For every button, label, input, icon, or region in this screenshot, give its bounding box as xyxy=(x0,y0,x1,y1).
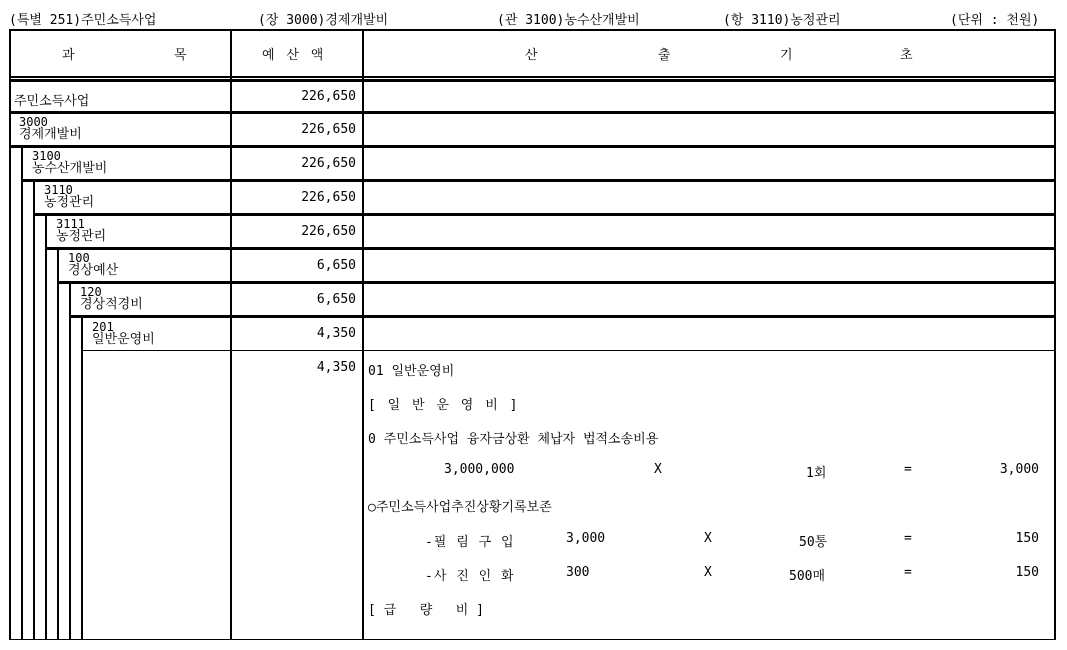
col-basis-char4: 초 xyxy=(900,48,913,63)
col-basis-char2: 출 xyxy=(658,48,671,63)
row-1-amount: 226,650 xyxy=(301,122,356,137)
row-5-name: 경상예산 xyxy=(68,263,119,278)
detail-amount: 4,350 xyxy=(316,360,356,375)
row-2-amount: 226,650 xyxy=(301,156,356,171)
detail-category-1: [ 일 반 운 영 비 ] xyxy=(368,398,520,413)
col-basis-char1: 산 xyxy=(525,48,538,63)
header-gwan: (관 3100)농수산개발비 xyxy=(497,13,640,28)
header-hang: (항 3110)농정관리 xyxy=(723,13,841,28)
sub2-price: 300 xyxy=(566,565,590,580)
col-budget: 예 산 액 xyxy=(262,48,326,63)
header-special-account: (특별 251)주민소득사업 xyxy=(9,13,157,28)
row-4-name: 농정관리 xyxy=(56,229,107,244)
detail-category-2: [ 급 량 비 ] xyxy=(368,603,484,618)
row-3-amount: 226,650 xyxy=(301,190,356,205)
detail-item-2: ○주민소득사업추진상황기록보존 xyxy=(368,500,552,515)
calc1-price: 3,000,000 xyxy=(444,462,515,477)
row-7-amount: 4,350 xyxy=(316,326,356,341)
col-subject-char2: 목 xyxy=(174,48,187,63)
col-basis-char3: 기 xyxy=(780,48,793,63)
calc1-equals: = xyxy=(904,462,912,477)
row-2-code: 3100 xyxy=(32,149,61,163)
header-jang: (장 3000)경제개발비 xyxy=(258,13,389,28)
sub1-qty: 50통 xyxy=(799,535,828,550)
sub1-equals: = xyxy=(904,531,912,546)
row-3-name: 농정관리 xyxy=(44,195,95,210)
row-2-name: 농수산개발비 xyxy=(32,161,108,176)
row-6-amount: 6,650 xyxy=(316,292,356,307)
sub2-equals: = xyxy=(904,565,912,580)
row-6-name: 경상적경비 xyxy=(80,297,143,312)
row-3-code: 3110 xyxy=(44,183,73,197)
row-5-amount: 6,650 xyxy=(316,258,356,273)
row-4-code: 3111 xyxy=(56,217,85,231)
row-4-amount: 226,650 xyxy=(301,224,356,239)
row-7-name: 일반운영비 xyxy=(92,332,155,347)
row-5-code: 100 xyxy=(68,251,90,265)
detail-title: 01 일반운영비 xyxy=(368,364,455,379)
sub1-label: -필 림 구 입 xyxy=(425,535,515,550)
calc1-total: 3,000 xyxy=(999,462,1039,477)
sub2-qty: 500매 xyxy=(789,569,826,584)
row-0-amount: 226,650 xyxy=(301,89,356,104)
sub2-label: -사 진 인 화 xyxy=(425,569,515,584)
row-1-code: 3000 xyxy=(19,115,48,129)
sub2-total: 150 xyxy=(1015,565,1039,580)
calc1-qty: 1회 xyxy=(806,466,827,481)
detail-item-1: 0 주민소득사업 융자금상환 체납자 법적소송비용 xyxy=(368,432,659,447)
sub2-multiply: X xyxy=(704,565,712,580)
row-0-name: 주민소득사업 xyxy=(14,94,90,109)
sub1-total: 150 xyxy=(1015,531,1039,546)
row-6-code: 120 xyxy=(80,285,102,299)
sub1-multiply: X xyxy=(704,531,712,546)
calc1-multiply: X xyxy=(654,462,662,477)
col-subject-char1: 과 xyxy=(62,48,75,63)
header-unit: (단위 : 천원) xyxy=(950,13,1040,28)
sub1-price: 3,000 xyxy=(566,531,606,546)
row-7-code: 201 xyxy=(92,320,114,334)
row-1-name: 경제개발비 xyxy=(19,127,82,142)
